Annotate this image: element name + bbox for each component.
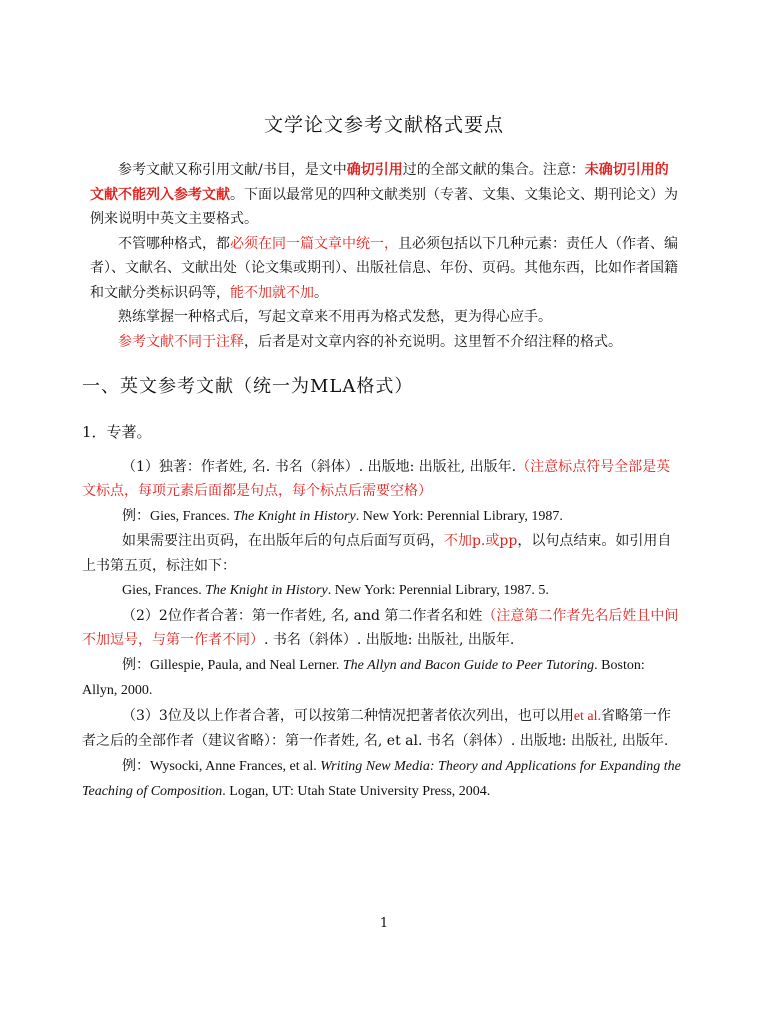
intro-text: 不管哪种格式，都 (118, 235, 230, 252)
emphasis-text: 不加p.或pp (444, 533, 518, 549)
rule-text: （1）独著：作者姓, 名. 书名（斜体）. 出版地: 出版社, 出版年. (122, 458, 517, 475)
example-with-page (82, 578, 682, 604)
citation-publication: . Boston: Allyn, 2000. (82, 657, 645, 698)
emphasis-text: （注意标点符号全部是英文标点，每项元素后面都是句点，每个标点后需要空格） (82, 458, 671, 499)
rule-text: 如果需要注出页码，在出版年后的句点后面写页码， (122, 533, 444, 549)
subsection-heading-monograph: 1．专著。 (82, 423, 152, 441)
intro-text: 。下面以最常见的四种文献类别（专著、文集、文集论文、期刊论文）为例来说明中英文主要格式。 (90, 186, 678, 227)
example-two-authors (82, 653, 682, 704)
intro-paragraph-2 (90, 232, 680, 306)
monograph-section (82, 420, 682, 805)
citation-author: Gies, Frances. (122, 583, 206, 598)
citation-author: Wysocki, Anne Frances, et al. (150, 758, 321, 774)
example-label: 例： (122, 757, 150, 774)
intro-text: 参考文献又称引用文献/书目，是文中 (118, 162, 347, 178)
citation-title: Writing New Media: Theory and Applications for Expanding the Teaching of Composition (82, 758, 681, 799)
citation-publication: . New York: Perennial Library, 1987. (355, 508, 563, 524)
intro-paragraph-1 (90, 158, 680, 232)
rule-text: （3）3位及以上作者合著，可以按第二种情况把著者依次列出，也可以用 (122, 707, 574, 724)
emphasis-text: （注意第二作者先名后姓且中间不加逗号，与第一作者不同） (82, 607, 679, 648)
rule-text: （2）2位作者合著：第一作者姓, 名, and 第二作者名和姓 (122, 607, 483, 624)
intro-section (90, 158, 680, 354)
rule-text: . 书名（斜体）. 出版地: 出版社, 出版年. (264, 632, 515, 648)
citation-publication: . Logan, UT: Utah State University Press, 2004. (222, 784, 491, 799)
page-number-rule (82, 529, 682, 578)
example-label: 例： (122, 507, 150, 524)
example-three-authors (82, 754, 682, 805)
intro-text: 过的全部文献的集合。注意： (402, 162, 585, 178)
rule-two-authors (82, 604, 682, 653)
emphasis-text: 参考文献不同于注释 (118, 333, 244, 350)
emphasis-text: et al. (573, 708, 602, 724)
emphasis-text: 必须在同一篇文章中统一， (230, 235, 398, 252)
citation-publication: . New York: Perennial Library, 1987. 5. (327, 583, 549, 598)
intro-text: 。 (314, 284, 328, 301)
emphasis-text: 能不加就不加 (230, 284, 314, 301)
intro-paragraph-4 (90, 330, 680, 355)
citation-title: The Knight in History (233, 508, 356, 524)
emphasis-text: 未确切引用的文献不能列入参考文献 (90, 162, 669, 203)
intro-paragraph-3: 熟练掌握一种格式后，写起文章来不用再为格式发愁，更为得心应手。 (118, 309, 552, 325)
section-heading-english-references: 一、英文参考文献（统一为MLA格式） (82, 376, 414, 397)
emphasis-text: 确切引用 (346, 162, 403, 178)
citation-title: The Allyn and Bacon Guide to Peer Tutoring (342, 657, 595, 673)
page-number: 1 (379, 916, 389, 931)
rule-single-author (82, 455, 682, 504)
rule-text: ，以句点结束。如引用自上书第五页，标注如下： (82, 533, 672, 574)
rule-text: 省略第一作者之后的全部作者（建议省略）：第一作者姓, 名, et al. 书名（斜体）. 出版地: 出版社, 出版年. (82, 707, 672, 749)
page-title: 文学论文参考文献格式要点 (263, 114, 504, 136)
intro-text: 且必须包括以下几种元素：责任人（作者、编者）、文献名、文献出处（论文集或期刊）、出版社信息、年份、页码。其他东西，比如作者国籍和文献分类标识码等， (90, 235, 678, 301)
example-label: 例： (122, 656, 150, 673)
example-single-author (82, 504, 682, 530)
citation-author: Gies, Frances. (150, 508, 234, 524)
rule-three-authors (82, 704, 682, 754)
citation-author: Gillespie, Paula, and Neal Lerner. (150, 657, 343, 673)
citation-title: The Knight in History (205, 583, 328, 598)
intro-text: ，后者是对文章内容的补充说明。这里暂不介绍注释的格式。 (244, 333, 622, 350)
